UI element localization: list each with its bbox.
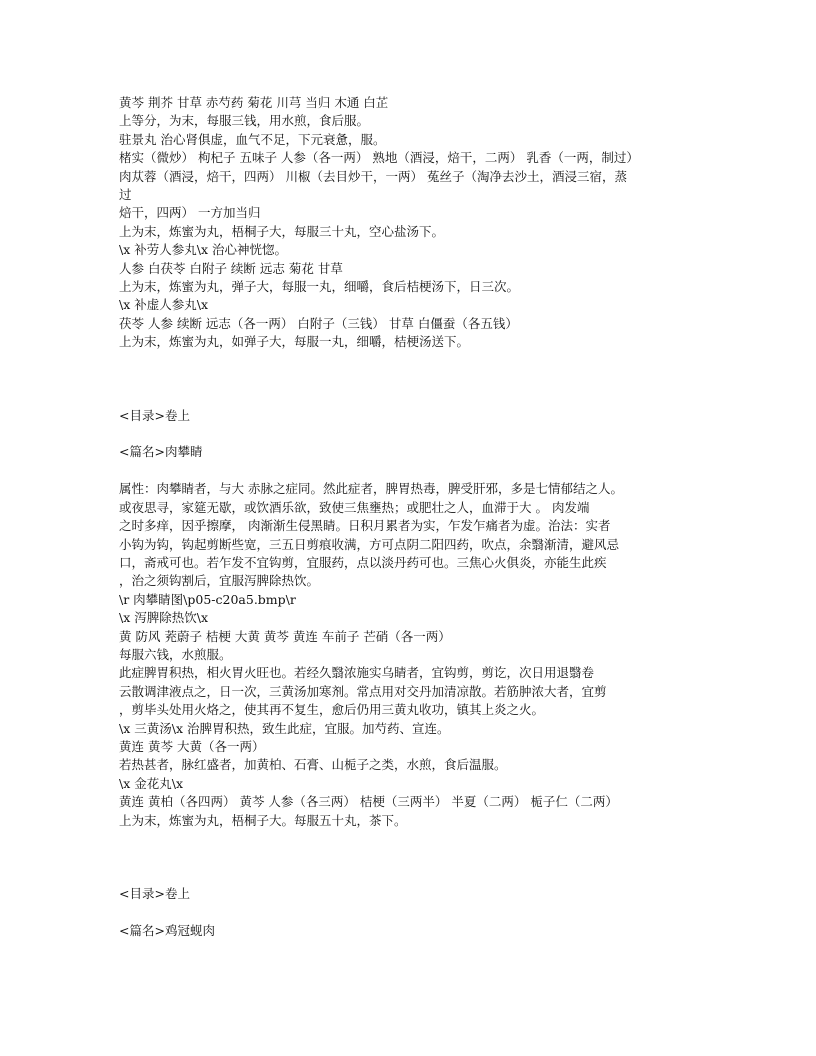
text-line: ，治之须钩割后，宜服泻脾除热饮。 xyxy=(119,573,320,589)
text-line: 口，斋戒可也。若乍发不宜钩剪，宜服药，点以淡丹药可也。三焦心火俱炎，亦能生此疾 xyxy=(119,554,607,570)
section-volume-label: <目录>卷上 xyxy=(119,886,190,901)
text-line: \x 补虚人参丸\x xyxy=(119,297,208,313)
text-line: 黄连 黄芩 大黄（各一两） xyxy=(119,738,265,754)
text-line: 驻景丸 治心肾俱虚，血气不足，下元衰惫，服。 xyxy=(119,131,386,147)
text-line: 上等分，为末，每服三钱，用水煎，食后服。 xyxy=(119,113,370,129)
text-line: 此症脾胃积热，相火胃火旺也。若经久翳浓施实乌睛者，宜钩剪，剪讫，次日用退翳卷 xyxy=(119,665,595,681)
text-line: 属性：肉攀睛者，与大 赤脉之症同。然此症者，脾胃热毒，脾受肝邪，多是七情郁结之人。 xyxy=(119,481,623,497)
text-line: 之时多痒，因乎擦摩， 肉渐渐生侵黑睛。日积月累者为实，乍发乍痛者为虚。治法：实者 xyxy=(119,518,611,534)
text-line: 上为末，炼蜜为丸，如弹子大，每服一丸，细嚼，桔梗汤送下。 xyxy=(119,334,470,350)
section-title: <篇名>肉攀睛 xyxy=(119,444,203,460)
text-line: 黄 防风 茺蔚子 桔梗 大黄 黄芩 黄连 车前子 芒硝（各一两） xyxy=(119,628,451,644)
text-line: 茯苓 人参 续断 远志（各一两） 白附子（三钱） 甘草 白僵蚕（各五钱） xyxy=(119,315,518,331)
text-line: \r 肉攀睛图\p05-c20a5.bmp\r xyxy=(119,591,296,607)
text-line: 若热甚者，脉红盛者，加黄柏、石膏、山栀子之类，水煎，食后温服。 xyxy=(119,757,507,773)
text-block-1 xyxy=(119,94,709,352)
text-line: \x 泻脾除热饮\x xyxy=(119,610,208,626)
text-line: 每服六钱，水煎服。 xyxy=(119,646,232,662)
text-line: 黄芩 荆芥 甘草 赤芍药 菊花 川芎 当归 木通 白芷 xyxy=(119,95,389,110)
text-line: 云散调津液点之，日一次，三黄汤加寒剂。常点用对交丹加清凉散。若筋肿浓大者，宜剪 xyxy=(119,683,607,699)
section-title: <篇名>鸡冠蚬肉 xyxy=(119,922,215,938)
text-line: ，剪毕头处用火烙之，使其再不复生，愈后仍用三黄丸收功，镇其上炎之火。 xyxy=(119,702,545,718)
text-line: 楮实（微炒） 枸杞子 五味子 人参（各一两） 熟地（酒浸，焙干，二两） 乳香（一两，制过） xyxy=(119,150,639,166)
text-line: \x 金花丸\x xyxy=(119,775,183,791)
text-line: \x 补劳人参丸\x 治心神恍惚。 xyxy=(119,242,287,258)
text-line: 上为末，炼蜜为丸，梧桐子大，每服三十丸，空心盐汤下。 xyxy=(119,223,445,239)
text-line: 过 xyxy=(119,187,132,203)
text-line: 上为末，炼蜜为丸，弹子大，每服一丸，细嚼，食后桔梗汤下，日三次。 xyxy=(119,279,520,295)
text-line: 或夜思寻，家筵无歇，或饮酒乐欲，致使三焦壅热；或肥壮之人，血滞于大 。 肉发端 xyxy=(119,499,590,515)
text-line: 焙干，四两） 一方加当归 xyxy=(119,205,261,221)
section-volume-label: <目录>卷上 xyxy=(119,407,190,423)
text-line: 上为末，炼蜜为丸，梧桐子大。每服五十丸，茶下。 xyxy=(119,812,407,828)
text-line: 肉苁蓉（酒浸，焙干，四两） 川椒（去目炒干，一两） 菟丝子（淘净去沙土，酒浸三宿，蒸 xyxy=(119,168,627,184)
document-page xyxy=(119,94,709,940)
text-line: \x 三黄汤\x 治脾胃积热，致生此症，宜服。加芍药、宣连。 xyxy=(119,720,450,736)
text-line: 人参 白茯苓 白附子 续断 远志 菊花 甘草 xyxy=(119,260,343,276)
text-line: 黄连 黄柏（各四两） 黄芩 人参（各三两） 桔梗（三两半） 半夏（二两） 栀子仁（二两） xyxy=(119,794,618,810)
text-block-2 xyxy=(119,480,709,830)
text-line: 小钩为钩，钩起剪断些宽，三五日剪痕收满，方可点阴二阳四药，吹点，余翳渐清，避风忌 xyxy=(119,536,620,552)
